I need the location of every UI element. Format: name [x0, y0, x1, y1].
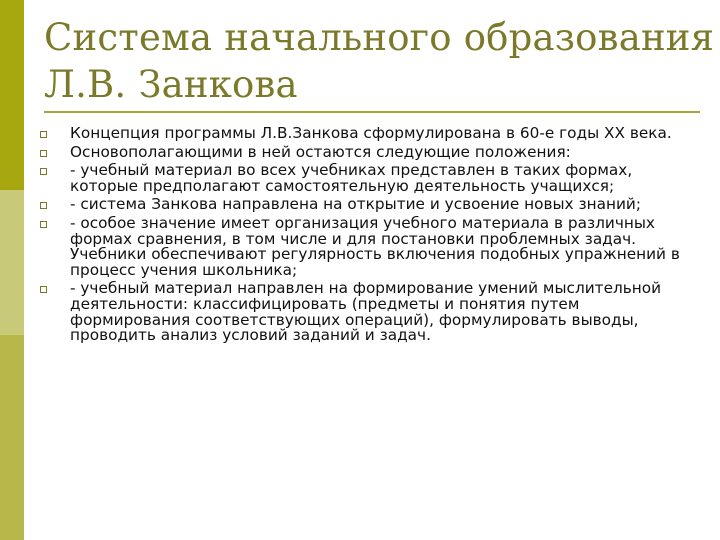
- slide-title-line-2: Л.В. Занкова: [44, 63, 298, 106]
- title-divider: [44, 111, 700, 113]
- bullet-item: [40, 197, 700, 213]
- bullet-text: Концепция программы Л.В.Занкова сформулирована в 60-е годы XX века.: [70, 124, 672, 142]
- hollow-square-bullet-icon: [40, 168, 47, 175]
- slide-title: [44, 14, 715, 108]
- bullet-text: - учебный материал направлен на формирование умений мыслительной деятельности: классифицировать (предметы и понятия путем формирования соответствующих операций), формулировать выводы, проводить анализ условий заданий и задач.: [70, 279, 662, 345]
- bullet-item: [40, 126, 700, 142]
- bullet-item: [40, 213, 700, 279]
- sidebar-band-middle: [0, 190, 24, 335]
- bullet-text: - особое значение имеет организация учебного материала в различных формах сравнения, в том числе и для постановки проблемных задач. Учебники обеспечивают регулярность включения подобных упражнений в процесс учения школьника;: [70, 213, 680, 279]
- bullet-text: - учебный материал во всех учебниках представлен в таких формах, которые предполагают самостоятельную деятельность учащихся;: [70, 161, 633, 195]
- hollow-square-bullet-icon: [40, 150, 47, 157]
- sidebar-accent-band: [0, 0, 24, 540]
- hollow-square-bullet-icon: [40, 286, 47, 293]
- bullet-item: [40, 163, 700, 194]
- hollow-square-bullet-icon: [40, 221, 47, 228]
- bullet-text: Основополагающими в ней остаются следующие положения:: [70, 142, 571, 161]
- bullet-item: [40, 281, 700, 343]
- hollow-square-bullet-icon: [40, 202, 47, 209]
- hollow-square-bullet-icon: [40, 131, 47, 138]
- sidebar-band-upper: [0, 0, 24, 190]
- slide-title-line-1: Система начального образования: [44, 16, 715, 59]
- sidebar-band-lower: [0, 335, 24, 540]
- bullet-item: [40, 142, 700, 161]
- bullet-text: - система Занкова направлена на открытие и усвоение новых знаний;: [70, 195, 642, 214]
- bullet-list: [40, 126, 700, 347]
